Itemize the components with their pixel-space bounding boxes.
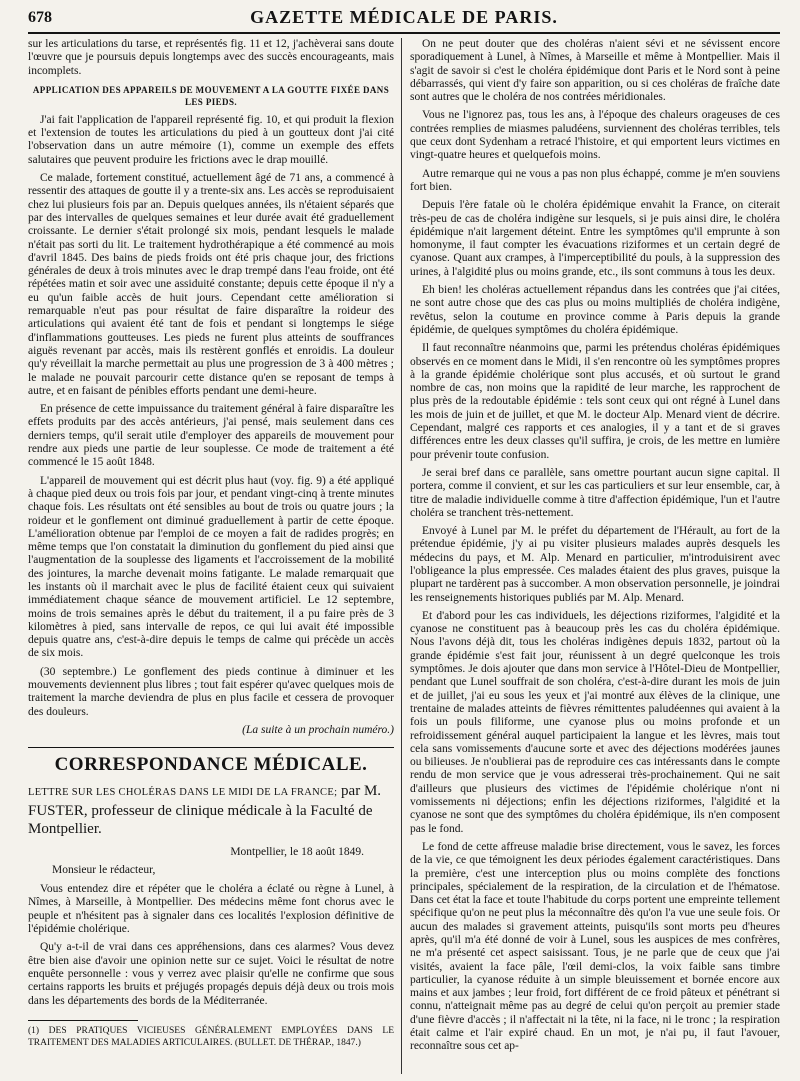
paragraph: Le fond de cette affreuse maladie brise directement, vous le savez, les forces de la vie, ce que témoignent les deux périodes également caractéristiques. Dans la première, c'est une interception plus ou moins complète des fonctions principales, spécialement de la respiration, de la circulation et de l'hématose. Dans cet état la face et toute l'habitude du corps portent une empreinte tellement spécifique qu'on ne peut plus la méconnaître dès qu'on l'a vue une seule fois. Or aucun des malades si gravement atteints, puisqu'ils sont morts peu d'heures après, qu'il m'a été donné de voir à Lunel, sous les auspices de mes confrères, ne m'a présenté cet aspect saisissant. Tous, je ne parle que de ceux que j'ai visités, avaient la face pâle, l'œil demi-clos, la voix faible sans timbre particulier, la cyanose réduite à un simple bleuissement et bornée encore aux mains et aux jambes ; leur froid, fort différent de ce froid pâteux et pénétrant si connu, n'atteignait même pas au degré de celui qu'on perçoit au premier stade d'une fièvre d'accès ; il n'affectait ni la tête, ni la face, ni le tronc ; la respiration était calme et l'air expiré chaud. En un mot, je n'ai pu, il faut l'avouer, reconnaître sous cet ap- <box>410 840 780 1053</box>
paragraph: Je serai bref dans ce parallèle, sans omettre pourtant aucun signe capital. Il portera, comme il convient, et sur les cas particuliers et sur leur ensemble, car, à titre de maladie individuelle comme à titre d'affection épidémique, l'un et l'autre choléra se tranchent très-nettement. <box>410 466 780 519</box>
section-heading: APPLICATION DES APPAREILS DE MOUVEMENT A LA GOUTTE FIXÉE DANS LES PIEDS. <box>32 84 390 107</box>
section-divider <box>28 747 394 748</box>
page-header <box>28 6 780 34</box>
page-number: 678 <box>28 9 52 26</box>
column-rule <box>401 38 402 1074</box>
paragraph: Envoyé à Lunel par M. le préfet du département de l'Hérault, au fort de la prétendue épidémie, j'y ai pu visiter plusieurs malades auprès desquels les médecins du pays, et M. Alp. Menard en particulier, m'introduisirent avec l'obligeance la plus empressée. Ces malades étaient des plus graves, puisque la plupart ne tardèrent pas à succomber. A mon observation personnelle, je joindrai les renseignements historiques publiés par M. Alp. Menard. <box>410 525 780 604</box>
paragraph: Il faut reconnaître néanmoins que, parmi les prétendus choléras épidémiques observés en ce moment dans le Midi, il s'en rencontre où les symptômes propres à la grande épidémie cholérique sont plus accusés, et où surtout le grand nombre de cas, non moins que la rapidité de leur marche, les rapprochent de plus près de la redoutable épidémie : tels sont ceux qui ont régné à Lunel dans les mois de juin et de juillet, et que M. le docteur Alp. Menard vient de décrire. Cependant, malgré ces rapports et ces analogies, il y a tant et de si graves différences entre les deux classes qu'il suffira, je crois, de les mettre en lumière pour prévenir toute confusion. <box>410 342 780 461</box>
paragraph: Eh bien! les choléras actuellement répandus dans les contrées que j'ai citées, ne sont autre chose que des cas plus ou moins multipliés de choléra indigène, revêtus, selon la coutume en province comme à Paris depuis la grande épidémie, de quelques symptômes du choléra épidémique. <box>410 284 780 336</box>
paragraph: En présence de cette impuissance du traitement général à faire disparaître les effets produits par des accès antérieurs, j'ai pensé, mais seulement dans ces derniers temps, qu'il serait utile d'employer des appareils de mouvement pour rendre aux pieds une partie de leur souplesse. Ce mode de traitement a été commencé le 15 août 1848. <box>28 403 394 469</box>
paragraph: Vous entendez dire et répéter que le choléra a éclaté ou règne à Lunel, à Nîmes, à Marseille, à Montpellier. Des médecins même font chorus avec le peuple et n'hésitent pas à signaler dans ces localités l'explosion définitive de l'épidémie cholérique. <box>28 883 394 936</box>
continued-note: (La suite à un prochain numéro.) <box>242 723 394 736</box>
left-column <box>28 38 394 1074</box>
letter-title <box>28 782 394 838</box>
paragraph: Et d'abord pour les cas individuels, les déjections riziformes, l'algidité et la cyanose ne constituent pas à beaucoup près les cas du choléra épidémique. Nous l'avons déjà dit, tous les choléras indigènes depuis 1832, partout où la grande épidémie s'est fait jour, réunissent à un degré quelconque les trois symptômes. Je dois ajouter que dans mon service à l'Hôtel-Dieu de Montpellier, pendant que Lunel souffrait de son choléra, c'est-à-dire durant les mois de juin et de juillet, j'ai eu sous les yeux et j'ai montré aux élèves de la clinique, une trentaine de malades atteints de fièvres rémittentes paludéennes qui avaient à la fois un pouls filiforme, une cyanose plus ou moins profonde et un refroidissement général auquel participaient la langue et les lèvres, mais tout cela sans vomissements d'aucune sorte et avec des déjections modérées jaunes ou bilieuses. Je n'oublierai pas de reproduire ces cas intéressants dans le compte rendu de mon service que je vous adresserai très-prochainement. Qui ne sait d'ailleurs que plusieurs des victimes de l'épidémie cholérique n'ont ni vomissements ni déjections; enfin les déjections riziformes, l'algidité et la cyanose ne sont que des symptômes du choléra épidémique, ils n'en composent pas le fond. <box>410 609 780 835</box>
right-column <box>410 38 780 1074</box>
paragraph: Qu'y a-t-il de vrai dans ces appréhensions, dans ces alarmes? Vous devez être bien aise d'avoir une opinion nette sur ce sujet. Voici le résultat de notre enquête personnelle : vous y verrez avec plaisir qu'elle ne confirme que sous certains rapports les bruits et préjugés propagés depuis déjà deux ou trois mois dans les départements des bords de la Méditerranée. <box>28 941 394 1007</box>
letter-title-caps: LETTRE SUR LES CHOLÉRAS DANS LE MIDI DE LA FRANCE; <box>28 786 338 798</box>
paragraph: Depuis l'ère fatale où le choléra épidémique envahit la France, on citerait très-peu de cas de choléra indigène sur lesquels, si je puis ainsi dire, le choléra épidémique n'ait largement déteint. Entre les symptômes qu'il emprunte à son homonyme, il faut compter les évacuations riziformes et un certain degré de cyanose. Quant aux crampes, à l'imperceptibilité du pouls, à la suppression des urines, à l'algidité plus ou moins grande, etc., ils sont communs à tous les deux. <box>410 199 780 278</box>
letter-author: par M. FUSTER, professeur de clinique médicale à la Faculté de Montpellier. <box>28 782 382 837</box>
paragraph: Vous ne l'ignorez pas, tous les ans, à l'époque des chaleurs orageuses de ces contrées remplies de miasmes paludéens, surviennent des choléras terribles, tels que ceux dont Sydenham a retracé l'histoire, et qui emportent leurs victimes en vingt-quatre heures et quelquefois moins. <box>410 109 780 162</box>
dateline: Montpellier, le 18 août 1849. <box>230 845 364 858</box>
journal-title: GAZETTE MÉDICALE DE PARIS. <box>250 7 558 27</box>
correspondence-title: CORRESPONDANCE MÉDICALE. <box>54 754 368 776</box>
paragraph: (30 septembre.) Le gonflement des pieds continue à diminuer et les mouvements deviennent plus libres ; tout fait espérer qu'avec quelques mois de traitement la marche deviendra de plus en plus facile et cessera de provoquer des douleurs. <box>28 665 394 718</box>
paragraph: Ce malade, fortement constitué, actuellement âgé de 71 ans, a commencé à ressentir des attaques de goutte il y a trente-six ans. Les accès se reproduisaient chez lui plusieurs fois par an. Depuis quelques années, ils n'étaient séparés que par des intervalles de quelques semaines et leur durée avait été graduellement croissante. Le dernier s'était prolongé six mois, pendant lesquels le malade n'était pas sorti du lit. Le traitement hydrothérapique a été commencé au mois d'avril 1845. Des bains de pieds froids ont été pris chaque jour, des frictions générales de deux à trois minutes avec le drap trempé dans l'eau froide, ont été répétées matin et soir avec une assiduité constante; depuis cette époque il n'y a eu qu'un faible accès de huit jours. Cependant cette amélioration si remarquable n'eut pas pour résultat de faire disparaître la roideur des articulations qui avaient été tant de fois et pendant si longtemps le siége d'inflammations goutteuses. Les pieds ne furent plus atteints de souffrances aiguës revenant par accès, mais ils restèrent gonflés et enroidis. La douleur qu'y réveillait la marche permettait au plus une progression de 3 à 400 mètres ; le malade ne pouvait parcourir cette distance qu'en se reposant de temps à autre, et en faisant de pénibles efforts pendant une demi-heure. <box>28 172 394 397</box>
text-columns <box>28 38 780 1074</box>
footnote-rule <box>28 1020 138 1021</box>
paragraph: sur les articulations du tarse, et représentés fig. 11 et 12, j'achèverai sans doute l'œuvre que je poursuis depuis longtemps avec des succès encourageants, mais incomplets. <box>28 38 394 77</box>
footnote: (1) DES PRATIQUES VICIEUSES GÉNÉRALEMENT EMPLOYÉES DANS LE TRAITEMENT DES MALADIES ARTICULAIRES. (BULLET. DE THÉRAP., 1847.) <box>28 1025 394 1048</box>
paragraph: J'ai fait l'application de l'appareil représenté fig. 10, et qui produit la flexion et l'extension de toutes les articulations du pied à un goutteux dont j'ai cité l'observation dans un autre mémoire (1), comme un exemple des effets salutaires que peuvent produire les frictions avec le drap mouillé. <box>28 113 394 166</box>
paragraph: On ne peut douter que des choléras n'aient sévi et ne sévissent encore sporadiquement à Lunel, à Nîmes, à Marseille et même à Montpellier. Mais il s'agit de savoir si c'est le choléra épidémique dont Paris et le Nord sont à peine débarrassés, qui vient d'y faire son apparition, ou si ces choléras de fraîche date sont autres que le choléra de nos contrées méridionales. <box>410 38 780 104</box>
salutation: Monsieur le rédacteur, <box>52 863 156 876</box>
paragraph: L'appareil de mouvement qui est décrit plus haut (voy. fig. 9) a été appliqué à chaque pied deux ou trois fois par jour, et pendant vingt-cinq à trente minutes chaque fois. Les résultats ont été sensibles au bout de trois ou quatre jours ; la roideur et le gonflement ont diminué graduellement à partir de cette époque. L'amélioration obtenue par l'emploi de ce moyen a fait de radides progrès; en même temps que l'on constatait la diminution du gonflement du pied ainsi que l'augmentation de la souplesse des ligaments et l'accroissement de la mobilité des jointures, la marche devenait moins fatigante. Le malade remarquait que les instants où il marchait avec le plus de facilité étaient ceux qui suivaient immédiatement chaque séance de mouvement artificiel. Le 12 septembre, moins de trois semaines après le début du traitement, il a pu faire près de 3 kilomètres à pied, sans intervalle de repos, ce qui lui avait été impossible depuis quatre ans, c'est-à-dire depuis le temps de calme qui précède un accès de six mois. <box>28 474 394 660</box>
newspaper-page <box>28 6 780 1074</box>
paragraph: Autre remarque qui ne vous a pas non plus échappé, comme je m'en souviens fort bien. <box>410 167 780 193</box>
